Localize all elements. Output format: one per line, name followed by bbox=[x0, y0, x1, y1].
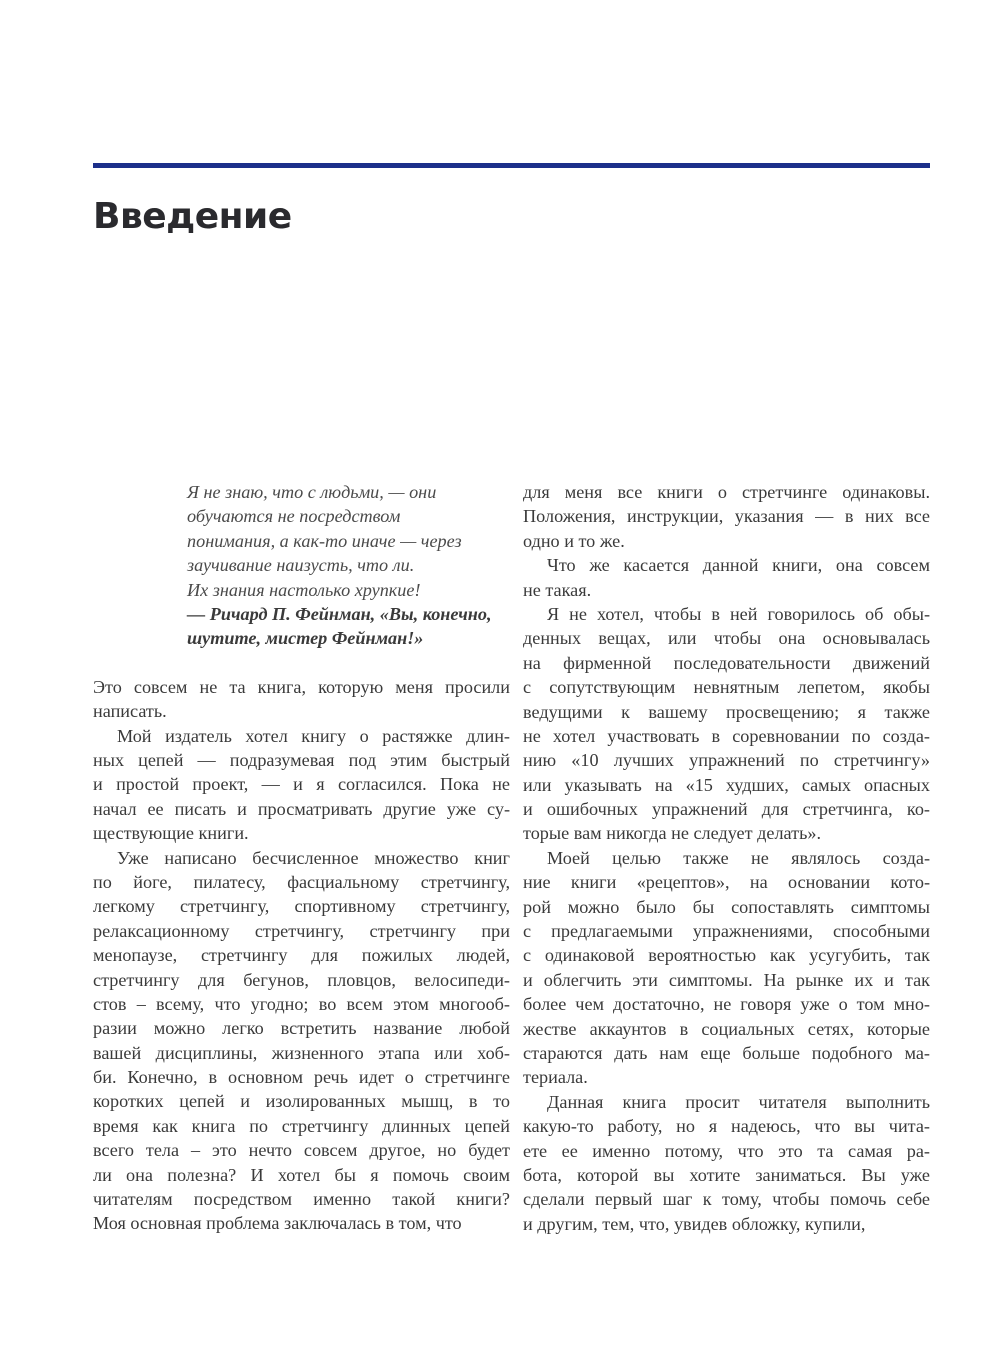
text-line: одно и то же. bbox=[523, 530, 625, 551]
text-line: Данная книга просит читателя выполнить bbox=[547, 1091, 930, 1112]
text-line: с предлагаемыми упражнениями, способными bbox=[523, 921, 930, 942]
text-line: написать. bbox=[93, 701, 167, 722]
text-line: не хотел участвовать в соревновании по созда- bbox=[523, 725, 930, 746]
text-line: ществующие книги. bbox=[93, 823, 249, 844]
text-line: и ошибочных упражнений для стретчинга, ко- bbox=[523, 799, 930, 820]
epigraph-line: Я не знаю, что с людьми, — они bbox=[187, 482, 437, 502]
text-line: по йоге, пилатесу, фасциальному стретчингу, bbox=[93, 871, 510, 892]
left-column bbox=[93, 480, 510, 1236]
chapter-title: Введение bbox=[93, 196, 292, 237]
text-line: не такая. bbox=[523, 579, 592, 600]
epigraph-attribution: шутите, мистер Фейнман!» bbox=[187, 628, 424, 649]
text-line: териала. bbox=[523, 1067, 588, 1088]
text-line: менопаузе, стретчингу для пожилых людей, bbox=[93, 945, 510, 966]
text-line: стов – всему, что угодно; во всем этом многооб- bbox=[93, 993, 510, 1014]
text-line: жестве аккаунтов в социальных сетях, которые bbox=[523, 1018, 930, 1039]
epigraph-line: понимания, а как-то иначе — через bbox=[187, 530, 462, 551]
text-line: более чем достаточно, не говоря уже о том мно- bbox=[523, 994, 930, 1015]
text-line: Мой издатель хотел книгу о растяжке длин- bbox=[117, 725, 510, 746]
epigraph bbox=[187, 480, 507, 651]
text-line: бота, которой вы хотите заниматься. Вы уже bbox=[523, 1164, 930, 1185]
paragraph bbox=[523, 846, 930, 1090]
text-line: сделали первый шаг к тому, чтобы помочь себе bbox=[523, 1189, 930, 1210]
text-line: ных цепей — подразумевая под этим быстрый bbox=[93, 750, 510, 771]
text-line: на фирменной последовательности движений bbox=[523, 652, 930, 673]
paragraph bbox=[523, 480, 930, 553]
text-line: стретчингу для бегунов, пловцов, велосипеди- bbox=[93, 969, 510, 990]
text-line: Моей целью также не являлось созда- bbox=[547, 847, 930, 868]
chapter-rule bbox=[93, 163, 930, 168]
paragraph bbox=[93, 724, 510, 846]
text-line: и простой проект, — и я согласился. Пока не bbox=[93, 774, 510, 795]
text-line: Что же касается данной книги, она совсем bbox=[547, 555, 930, 576]
text-line: Это совсем не та книга, которую меня просили bbox=[93, 676, 510, 697]
epigraph-line: Их знания настолько хрупкие! bbox=[187, 579, 421, 600]
text-line: начал ее писать и просматривать другие уже су- bbox=[93, 798, 510, 819]
epigraph-line: заучивание наизусть, что ли. bbox=[187, 555, 415, 576]
text-line: для меня все книги о стретчинге одинаковы. bbox=[523, 482, 930, 502]
text-line: ведущими к вашему просвещению; я также bbox=[523, 701, 930, 722]
epigraph-line: обучаются не посредством bbox=[187, 506, 401, 527]
text-line: релаксационному стретчингу, стретчингу при bbox=[93, 920, 510, 941]
text-line: коротких цепей и изолированных мышц, в то bbox=[93, 1091, 510, 1112]
paragraph bbox=[93, 846, 510, 1236]
paragraph bbox=[523, 602, 930, 846]
text-line: или указывать на «15 худших, самых опасных bbox=[523, 774, 930, 795]
text-line: разии можно легко встретить название любой bbox=[93, 1018, 510, 1039]
paragraph bbox=[93, 675, 510, 724]
text-line: с сопутствующим невнятным лепетом, якобы bbox=[523, 677, 930, 698]
text-line: ние книги «рецептов», на основании кото- bbox=[523, 872, 930, 893]
text-line: Положения, инструкции, указания — в них все bbox=[523, 506, 930, 527]
text-line: читателям посредством именно такой книги? bbox=[93, 1189, 510, 1210]
text-line: торые вам никогда не следует делать». bbox=[523, 823, 822, 844]
text-line: ете ее именно потому, что это та самая ра- bbox=[523, 1140, 930, 1161]
text-line: и облегчить эти симптомы. На рынке их и так bbox=[523, 969, 930, 990]
text-line: вашей дисциплины, жизненного этапа или хоб- bbox=[93, 1042, 510, 1063]
epigraph-attribution: — Ричард П. Фейнман, «Вы, конечно, bbox=[187, 604, 492, 625]
text-line: какую-то работу, но я надеюсь, что вы чита- bbox=[523, 1116, 930, 1137]
text-line: ли она полезна? И хотел бы я помочь своим bbox=[93, 1164, 510, 1185]
text-line: Моя основная проблема заключалась в том, что bbox=[93, 1213, 462, 1234]
text-line: легкому стретчингу, спортивному стретчингу, bbox=[93, 896, 510, 917]
left-body-text bbox=[93, 675, 510, 1236]
text-line: рой можно было бы сопоставлять симптомы bbox=[523, 896, 930, 917]
right-column bbox=[523, 480, 930, 1236]
text-line: и другим, тем, что, увидев обложку, купили, bbox=[523, 1213, 866, 1234]
text-line: время как книга по стретчингу длинных цепей bbox=[93, 1115, 510, 1136]
paragraph bbox=[523, 1090, 930, 1236]
text-line: би. Конечно, в основном речь идет о стретчинге bbox=[93, 1067, 510, 1088]
text-line: нию «10 лучших упражнений по стретчингу» bbox=[523, 750, 930, 771]
text-line: стараются дать нам еще больше подобного ма- bbox=[523, 1042, 930, 1063]
text-line: с одинаковой вероятностью как усугубить, так bbox=[523, 945, 930, 966]
paragraph bbox=[523, 553, 930, 602]
text-line: денных вещах, или чтобы она основывалась bbox=[523, 628, 930, 649]
text-line: всего тела – это нечто совсем другое, но будет bbox=[93, 1140, 510, 1161]
text-line: Я не хотел, чтобы в ней говорилось об обы- bbox=[547, 603, 930, 624]
text-line: Уже написано бесчисленное множество книг bbox=[117, 847, 510, 868]
right-body-text bbox=[523, 480, 930, 1236]
